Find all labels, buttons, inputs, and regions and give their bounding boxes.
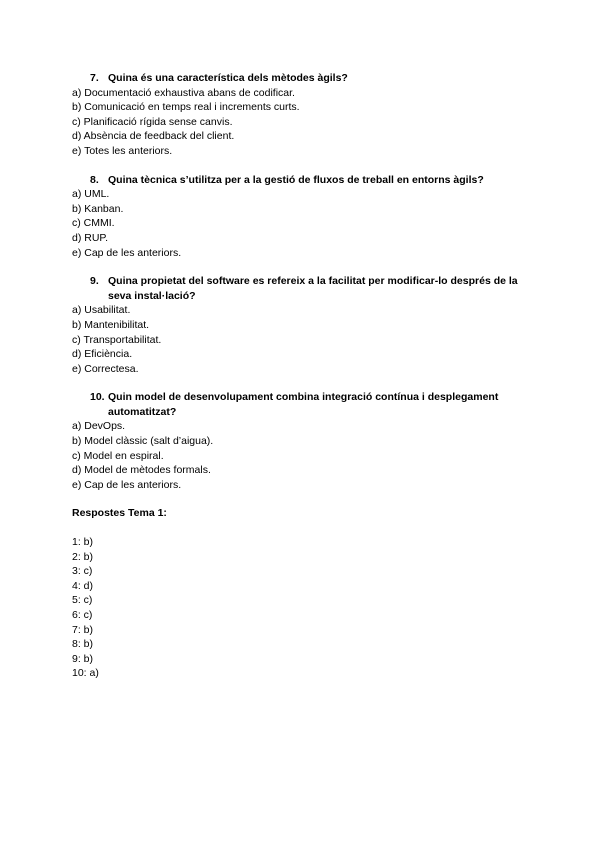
question-text: Quina és una característica dels mètodes àgils? bbox=[108, 72, 348, 84]
question-8 bbox=[72, 173, 532, 261]
question-text: Quin model de desenvolupament combina integració contínua i desplegament automatitzat? bbox=[108, 391, 499, 418]
question-number bbox=[72, 71, 108, 86]
option-b: b) Comunicació en temps real i increments curts. bbox=[72, 101, 300, 114]
document-content bbox=[72, 71, 532, 681]
option-c: c) Planificació rígida sense canvis. bbox=[72, 115, 233, 128]
option-e: e) Correctesa. bbox=[72, 362, 139, 375]
option-a: a) UML. bbox=[72, 188, 110, 201]
answer-9: 9: b) bbox=[72, 652, 94, 665]
option-b: b) Mantenibilitat. bbox=[72, 318, 150, 331]
option-c: c) Transportabilitat. bbox=[72, 333, 162, 346]
question-number-text: 9. bbox=[90, 275, 99, 288]
option-b: b) Model clàssic (salt d’aigua). bbox=[72, 435, 214, 448]
question-text: Quina tècnica s’utilitza per a la gestió de fluxos de treball en entorns àgils? bbox=[108, 173, 484, 186]
answer-4: 4: d) bbox=[72, 579, 94, 592]
question-text: Quina propietat del software es refereix a la facilitat per modificar-lo després de la seva instal·lació? bbox=[108, 275, 518, 302]
question-heading bbox=[72, 173, 532, 188]
option-d: d) Model de mètodes formals. bbox=[72, 464, 211, 477]
option-c: c) Model en espiral. bbox=[72, 449, 164, 462]
option-e: e) Cap de les anteriors. bbox=[72, 478, 182, 491]
option-a: a) Usabilitat. bbox=[72, 304, 131, 317]
question-heading bbox=[72, 390, 532, 419]
option-b: b) Kanban. bbox=[72, 202, 124, 215]
question-number-text: 8. bbox=[90, 173, 99, 186]
answer-2: 2: b) bbox=[72, 550, 94, 563]
answer-6: 6: c) bbox=[72, 609, 93, 621]
answer-8: 8: b) bbox=[72, 638, 94, 651]
option-d: d) Absència de feedback del client. bbox=[72, 130, 235, 143]
option-e: e) Cap de les anteriors. bbox=[72, 246, 182, 259]
option-c: c) CMMI. bbox=[72, 217, 115, 230]
question-7 bbox=[72, 71, 532, 159]
question-heading bbox=[72, 71, 532, 86]
option-d: d) Eficiència. bbox=[72, 348, 133, 361]
question-number bbox=[72, 274, 108, 303]
answers-heading: Respostes Tema 1: bbox=[72, 507, 167, 520]
answer-3: 3: c) bbox=[72, 565, 93, 578]
option-d: d) RUP. bbox=[72, 231, 108, 244]
option-a: a) Documentació exhaustiva abans de codificar. bbox=[72, 86, 295, 99]
question-number-text: 7. bbox=[90, 72, 99, 84]
option-e: e) Totes les anteriors. bbox=[72, 144, 173, 157]
answer-1: 1: b) bbox=[72, 536, 94, 549]
question-number bbox=[72, 173, 108, 188]
question-number-text: 10. bbox=[90, 391, 105, 404]
question-9 bbox=[72, 274, 532, 376]
answers-list bbox=[72, 535, 532, 681]
question-number bbox=[72, 390, 108, 419]
answer-5: 5: c) bbox=[72, 594, 93, 607]
question-heading bbox=[72, 274, 532, 303]
option-a: a) DevOps. bbox=[72, 420, 126, 433]
answer-10: 10: a) bbox=[72, 667, 99, 680]
question-10 bbox=[72, 390, 532, 492]
answer-7: 7: b) bbox=[72, 623, 94, 636]
